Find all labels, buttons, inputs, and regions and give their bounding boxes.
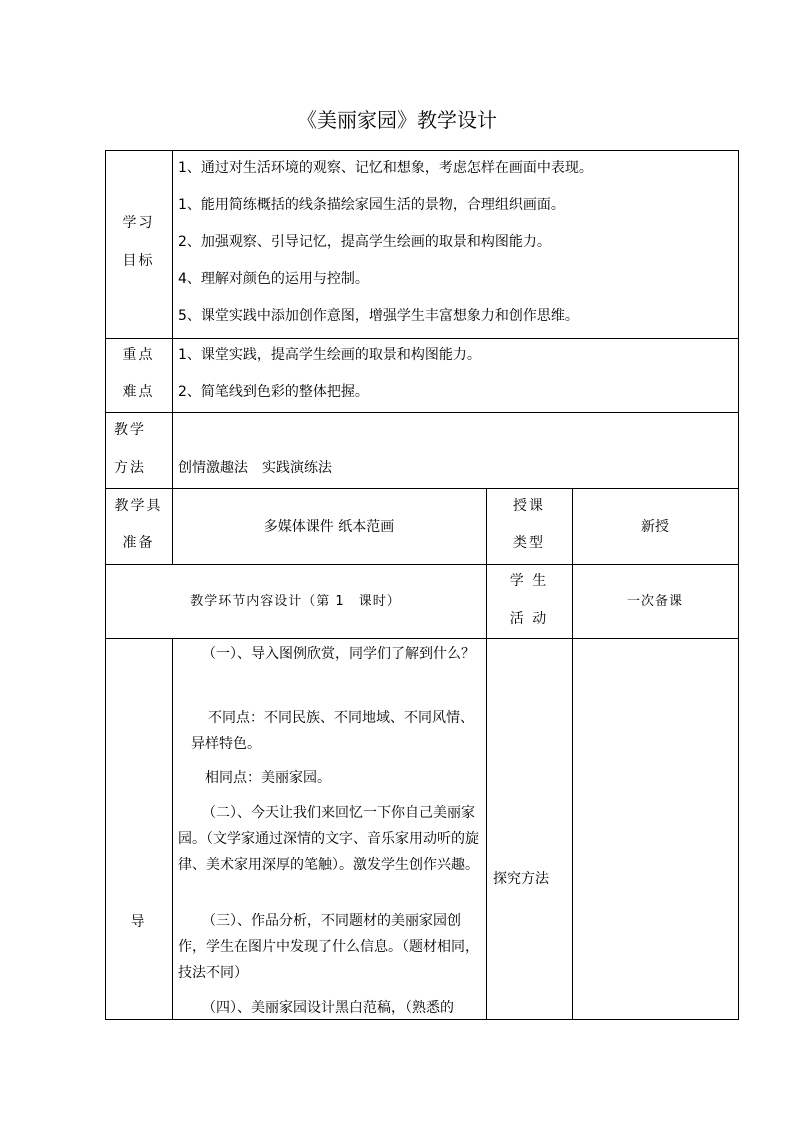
- objective-item: 2、加强观察、引导记忆，提高学生绘画的取景和构图能力。: [178, 234, 551, 250]
- student-activity-header-1: 学 生: [509, 573, 549, 589]
- lead-in-paragraph: （一）、导入图例欣赏，同学们了解到什么？: [202, 646, 475, 662]
- lead-in-label: 导: [130, 914, 147, 930]
- objectives-label-1: 学习: [122, 215, 155, 231]
- methods-value: 创情激趣法 实践演练法: [178, 460, 332, 476]
- row-divider: [105, 638, 739, 639]
- design-header: 教学环节内容设计（第 1 课时）: [190, 594, 401, 609]
- prep-label-2: 准备: [122, 535, 155, 551]
- document-title: 《美丽家园》教学设计: [297, 108, 497, 132]
- objective-item: 4、理解对颜色的运用与控制。: [178, 271, 369, 287]
- lead-in-activity: 探究方法: [493, 871, 549, 887]
- keypoint-item: 1、课堂实践，提高学生绘画的取景和构图能力。: [178, 347, 481, 363]
- keypoints-label-1: 重点: [122, 347, 155, 363]
- lesson-type-label-1: 授课: [513, 498, 545, 514]
- lesson-type-label-2: 类型: [513, 535, 545, 551]
- methods-label-1: 教学: [114, 422, 146, 438]
- lead-in-paragraph: 相同点：美丽家园。: [205, 770, 331, 786]
- lead-in-paragraph: （三）、作品分析，不同题材的美丽家园创作，学生在图片中发现了什么信息。（题材相同，技法不同）: [178, 913, 479, 981]
- student-activity-header-2: 活 动: [509, 611, 549, 627]
- prep-value: 多媒体课件 纸本范画: [263, 519, 395, 535]
- row-divider: [105, 412, 739, 413]
- lead-in-paragraph: （二）、今天让我们来回忆一下你自己美丽家园。（文学家通过深情的文字、音乐家用动听的旋律、美术家用深厚的笔触）。激发学生创作兴趣。: [178, 805, 479, 873]
- row-divider: [105, 338, 739, 339]
- lesson-plan-table: [105, 150, 739, 1020]
- lead-in-paragraph: （四）、美丽家园设计黑白范稿，（熟悉的: [202, 1000, 454, 1016]
- lead-in-paragraph: 不同点：不同民族、不同地域、不同风情、异样特色。: [191, 710, 474, 752]
- label-column-divider: [172, 150, 173, 565]
- row-divider: [105, 488, 739, 489]
- objective-item: 1、通过对生活环境的观察、记忆和想象，考虑怎样在画面中表现。: [178, 160, 593, 176]
- keypoints-label-2: 难点: [122, 384, 155, 400]
- objective-item: 1、能用简练概括的线条描绘家园生活的景物，合理组织画面。: [178, 197, 565, 213]
- column-divider: [572, 488, 573, 1020]
- objectives-label-2: 目标: [122, 253, 155, 269]
- methods-label-2: 方法: [114, 460, 146, 476]
- prep-label-1: 教学具: [114, 498, 163, 514]
- objective-item: 5、课堂实践中添加创作意图，增强学生丰富想象力和创作思维。: [178, 308, 579, 324]
- second-prep-header: 一次备课: [626, 594, 683, 609]
- lesson-type-value: 新授: [641, 519, 669, 535]
- column-divider: [486, 488, 487, 1020]
- table-border-left: [105, 150, 106, 1020]
- table-border-top: [105, 150, 739, 151]
- label-column-divider: [172, 638, 173, 1020]
- table-border-right: [738, 150, 739, 1020]
- row-divider: [105, 564, 739, 565]
- keypoint-item: 2、简笔线到色彩的整体把握。: [178, 384, 369, 400]
